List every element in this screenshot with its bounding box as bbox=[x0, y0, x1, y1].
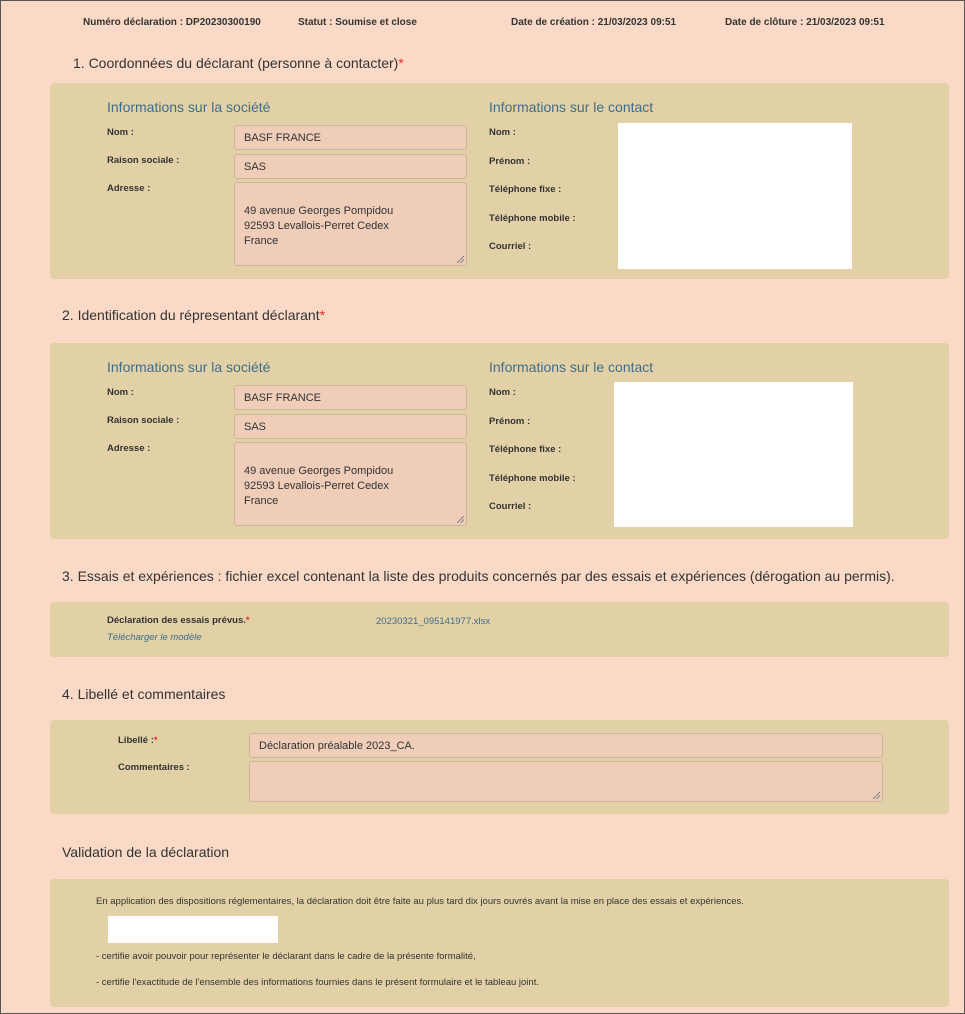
section1-nom-field[interactable]: BASF FRANCE bbox=[234, 125, 467, 150]
section2-contact-prenom-label: Prénom : bbox=[489, 416, 531, 427]
section2-contact-tel-mobile-label: Téléphone mobile : bbox=[489, 473, 576, 484]
section2-panel bbox=[50, 343, 949, 539]
section1-contact-title: Informations sur le contact bbox=[489, 99, 654, 115]
section2-contact-nom-label: Nom : bbox=[489, 387, 516, 398]
validation-title: Validation de la déclaration bbox=[62, 844, 230, 860]
section1-contact-tel-mobile-label: Téléphone mobile : bbox=[489, 213, 576, 224]
section3-panel bbox=[50, 602, 949, 657]
section1-adresse-label: Adresse : bbox=[107, 183, 151, 194]
validation-line1: - certifie avoir pouvoir pour représenter le déclarant dans le cadre de la présente formalité, bbox=[96, 951, 476, 962]
section3-title: 3. Essais et expériences : fichier excel contenant la liste des produits concernés par des essais et expériences (dérogation au permis). bbox=[62, 568, 895, 584]
section1-panel bbox=[50, 83, 949, 279]
section4-panel bbox=[50, 720, 949, 814]
libelle-field[interactable]: Déclaration préalable 2023_CA. bbox=[249, 733, 883, 758]
section2-contact-tel-fixe-label: Téléphone fixe : bbox=[489, 444, 562, 455]
commentaires-field[interactable] bbox=[249, 761, 883, 802]
required-marker: * bbox=[398, 55, 404, 71]
section1-contact-redacted-box bbox=[618, 123, 852, 269]
validation-line2: - certifie l'exactitude de l'ensemble des informations fournies dans le présent formulaire et le tableau joint. bbox=[96, 977, 539, 988]
declaration-number: Numéro déclaration : DP20230300190 bbox=[83, 17, 261, 28]
section1-raison-field[interactable]: SAS bbox=[234, 154, 467, 179]
section2-contact-courriel-label: Courriel : bbox=[489, 501, 532, 512]
section4-title: 4. Libellé et commentaires bbox=[62, 686, 226, 702]
section2-contact-title: Informations sur le contact bbox=[489, 359, 654, 375]
declaration-essais-label: Déclaration des essais prévus.* bbox=[107, 615, 250, 626]
section1-contact-prenom-label: Prénom : bbox=[489, 156, 531, 167]
creation-date: Date de création : 21/03/2023 09:51 bbox=[511, 17, 677, 28]
required-marker: * bbox=[319, 307, 326, 323]
libelle-label: Libellé :* bbox=[118, 735, 158, 746]
section1-company-title: Informations sur la société bbox=[107, 99, 271, 115]
section2-adresse-field[interactable]: 49 avenue Georges Pompidou 92593 Levallois-Perret Cedex France bbox=[234, 442, 467, 526]
section2-nom-label: Nom : bbox=[107, 387, 134, 398]
section2-company-title: Informations sur la société bbox=[107, 359, 271, 375]
download-template-link[interactable]: Télécharger le modèle bbox=[107, 632, 202, 643]
section1-nom-label: Nom : bbox=[107, 127, 134, 138]
section2-raison-field[interactable]: SAS bbox=[234, 414, 467, 439]
resize-handle-icon[interactable] bbox=[457, 516, 464, 523]
section2-adresse-label: Adresse : bbox=[107, 443, 151, 454]
section1-title: 1. Coordonnées du déclarant (personne à contacter)* bbox=[73, 55, 404, 71]
section2-title: 2. Identification du répresentant déclarant* bbox=[62, 307, 326, 323]
section2-contact-redacted-box bbox=[614, 382, 853, 527]
resize-handle-icon[interactable] bbox=[873, 792, 880, 799]
resize-handle-icon[interactable] bbox=[457, 256, 464, 263]
status-text: Statut : Soumise et close bbox=[298, 17, 417, 28]
section2-raison-label: Raison sociale : bbox=[107, 415, 180, 426]
uploaded-file-link[interactable]: 20230321_095141977.xlsx bbox=[376, 616, 491, 627]
validation-redacted-box bbox=[108, 916, 278, 943]
section1-contact-nom-label: Nom : bbox=[489, 127, 516, 138]
section1-raison-label: Raison sociale : bbox=[107, 155, 180, 166]
section1-adresse-field[interactable]: 49 avenue Georges Pompidou 92593 Levallois-Perret Cedex France bbox=[234, 182, 467, 266]
required-marker: * bbox=[153, 735, 158, 746]
section2-nom-field[interactable]: BASF FRANCE bbox=[234, 385, 467, 410]
validation-intro-text: En application des dispositions réglementaires, la déclaration doit être faite au plus tard dix jours ouvrés avant la mise en place des essais et expériences. bbox=[96, 896, 744, 907]
commentaires-label: Commentaires : bbox=[118, 762, 190, 773]
section1-contact-tel-fixe-label: Téléphone fixe : bbox=[489, 184, 562, 195]
required-marker: * bbox=[245, 615, 250, 626]
validation-panel bbox=[50, 879, 949, 1007]
closing-date: Date de clôture : 21/03/2023 09:51 bbox=[725, 17, 885, 28]
section1-contact-courriel-label: Courriel : bbox=[489, 241, 532, 252]
